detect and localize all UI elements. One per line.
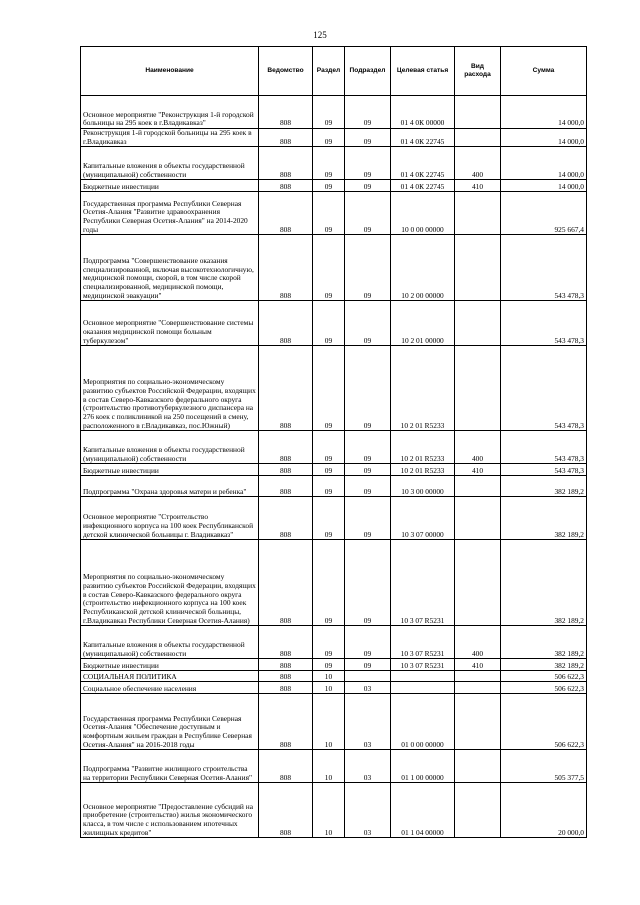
- row-department: 808: [259, 129, 313, 147]
- row-department: 808: [259, 147, 313, 180]
- row-name: Подпрограмма "Развитие жилищного строительства на территории Республики Северная Осетия-Алания": [81, 750, 259, 783]
- row-section: 09: [313, 464, 345, 476]
- row-subsection: 09: [345, 431, 391, 464]
- row-department: 808: [259, 192, 313, 235]
- row-subsection: 09: [345, 235, 391, 301]
- row-department: 808: [259, 464, 313, 476]
- row-expense-type: 400: [455, 626, 501, 659]
- row-expense-type: [455, 750, 501, 783]
- row-target-article: 10 3 07 R5231: [391, 540, 455, 626]
- row-department: 808: [259, 180, 313, 192]
- table-row: [81, 180, 587, 192]
- row-name: Капитальные вложения в объекты государственной (муниципальной) собственности: [81, 147, 259, 180]
- row-expense-type: [455, 129, 501, 147]
- row-target-article: 10 3 07 R5231: [391, 659, 455, 671]
- row-expense-type: 410: [455, 659, 501, 671]
- row-amount: 14 000,0: [501, 129, 587, 147]
- row-amount: 543 478,3: [501, 301, 587, 346]
- row-expense-type: [455, 783, 501, 838]
- row-department: 808: [259, 431, 313, 464]
- row-name: Подпрограмма "Совершенствование оказания специализированной, включая высокотехнологичную, медицинской помощи, скорой, в том числе скорой специализированной, медицинской помощи, медицинской эвакуации": [81, 235, 259, 301]
- row-name: Государственная программа Республики Северная Осетия-Алания "Развитие здравоохранения Республики Северная Осетия-Алания" на 2014-2020 годы: [81, 192, 259, 235]
- row-subsection: 09: [345, 96, 391, 129]
- row-section: 10: [313, 671, 345, 682]
- table-row: [81, 497, 587, 540]
- row-section: 09: [313, 431, 345, 464]
- row-target-article: 01 4 0К 22745: [391, 129, 455, 147]
- header-subsection: Подраздел: [345, 47, 391, 96]
- row-name: СОЦИАЛЬНАЯ ПОЛИТИКА: [81, 671, 259, 682]
- table-row: [81, 346, 587, 431]
- row-amount: 14 000,0: [501, 180, 587, 192]
- row-target-article: 01 1 04 00000: [391, 783, 455, 838]
- row-section: 09: [313, 147, 345, 180]
- row-department: 808: [259, 96, 313, 129]
- row-department: 808: [259, 694, 313, 750]
- row-amount: 382 189,2: [501, 540, 587, 626]
- row-subsection: 09: [345, 346, 391, 431]
- row-subsection: [345, 671, 391, 682]
- table-row: [81, 235, 587, 301]
- row-name: Мероприятия по социально-экономическому развитию субъектов Российской Федерации, входящих в состав Северо-Кавказского федерального округа (строительство инфекционного корпуса на 100 коек Республиканской детской клинической больницы, г.Владикавказ Республики Северная Осетия-Алания): [81, 540, 259, 626]
- row-subsection: 09: [345, 180, 391, 192]
- table-row: [81, 694, 587, 750]
- row-section: 09: [313, 235, 345, 301]
- row-name: Бюджетные инвестиции: [81, 180, 259, 192]
- row-department: 808: [259, 476, 313, 497]
- row-department: 808: [259, 626, 313, 659]
- row-expense-type: [455, 476, 501, 497]
- row-department: 808: [259, 659, 313, 671]
- row-target-article: 10 2 01 00000: [391, 301, 455, 346]
- row-amount: 382 189,2: [501, 497, 587, 540]
- row-amount: 506 622,3: [501, 682, 587, 694]
- row-subsection: 03: [345, 682, 391, 694]
- row-expense-type: 400: [455, 431, 501, 464]
- row-expense-type: [455, 235, 501, 301]
- row-amount: 505 377,5: [501, 750, 587, 783]
- row-target-article: [391, 671, 455, 682]
- row-subsection: 09: [345, 497, 391, 540]
- row-expense-type: [455, 671, 501, 682]
- row-name: Государственная программа Республики Северная Осетия-Алания "Обеспечение доступным и комфортным жильем граждан в Республике Северная Осетия-Алания" на 2016-2018 годы: [81, 694, 259, 750]
- row-amount: 14 000,0: [501, 96, 587, 129]
- row-name: Основное мероприятие "Предоставление субсидий на приобретение (строительство) жилья экономического класса, в том числе с использованием ипотечных жилищных кредитов": [81, 783, 259, 838]
- row-expense-type: [455, 346, 501, 431]
- row-amount: 543 478,3: [501, 464, 587, 476]
- budget-table: [80, 46, 587, 838]
- table-row: [81, 659, 587, 671]
- row-name: Основное мероприятие "Строительство инфекционного корпуса на 100 коек Республиканской детской клинической больницы г. Владикавказ": [81, 497, 259, 540]
- row-subsection: 03: [345, 694, 391, 750]
- row-subsection: 03: [345, 783, 391, 838]
- row-section: 09: [313, 659, 345, 671]
- row-name: Основное мероприятие "Реконструкция 1-й городской больницы на 295 коек в г.Владикавказ": [81, 96, 259, 129]
- row-section: 09: [313, 192, 345, 235]
- row-amount: 14 000,0: [501, 147, 587, 180]
- table-row: [81, 783, 587, 838]
- table-body: [81, 96, 587, 838]
- row-expense-type: [455, 540, 501, 626]
- header-expense-type: Вид расхода: [455, 47, 501, 96]
- row-subsection: 03: [345, 750, 391, 783]
- row-amount: 382 189,2: [501, 659, 587, 671]
- row-amount: 543 478,3: [501, 431, 587, 464]
- row-section: 09: [313, 476, 345, 497]
- row-target-article: 10 2 01 R5233: [391, 431, 455, 464]
- table-row: [81, 476, 587, 497]
- header-amount: Сумма: [501, 47, 587, 96]
- row-section: 09: [313, 540, 345, 626]
- row-subsection: 09: [345, 540, 391, 626]
- row-name: Основное мероприятие "Совершенствование системы оказания медицинской помощи больным туберкулезом": [81, 301, 259, 346]
- row-subsection: 09: [345, 626, 391, 659]
- row-target-article: 01 4 0К 22745: [391, 147, 455, 180]
- row-name: Социальное обеспечение населения: [81, 682, 259, 694]
- row-amount: 382 189,2: [501, 476, 587, 497]
- row-department: 808: [259, 671, 313, 682]
- row-target-article: 10 3 07 R5231: [391, 626, 455, 659]
- row-subsection: 09: [345, 476, 391, 497]
- row-name: Мероприятия по социально-экономическому развитию субъектов Российской Федерации, входящих в состав Северо-Кавказского федерального округа (строительство противотуберкулезного диспансера на 276 коек с поликлиникой на 250 посещений в смену, расположенного в г.Владикавказ, пос.Южный): [81, 346, 259, 431]
- row-amount: 543 478,3: [501, 235, 587, 301]
- row-expense-type: 400: [455, 147, 501, 180]
- row-department: 808: [259, 540, 313, 626]
- row-amount: 506 622,3: [501, 671, 587, 682]
- table-row: [81, 431, 587, 464]
- row-subsection: 09: [345, 147, 391, 180]
- row-target-article: 01 1 00 00000: [391, 750, 455, 783]
- row-expense-type: [455, 301, 501, 346]
- row-subsection: 09: [345, 192, 391, 235]
- row-amount: 543 478,3: [501, 346, 587, 431]
- row-target-article: 10 2 01 R5233: [391, 346, 455, 431]
- row-name: Бюджетные инвестиции: [81, 464, 259, 476]
- row-subsection: 09: [345, 464, 391, 476]
- row-section: 09: [313, 346, 345, 431]
- row-section: 09: [313, 626, 345, 659]
- row-expense-type: [455, 497, 501, 540]
- row-name: Реконструкция 1-й городской больницы на 295 коек в г.Владикавказ: [81, 129, 259, 147]
- table-row: [81, 192, 587, 235]
- row-amount: 20 000,0: [501, 783, 587, 838]
- row-department: 808: [259, 682, 313, 694]
- table-row: [81, 750, 587, 783]
- row-name: Бюджетные инвестиции: [81, 659, 259, 671]
- row-department: 808: [259, 750, 313, 783]
- row-target-article: 10 0 00 00000: [391, 192, 455, 235]
- row-department: 808: [259, 301, 313, 346]
- table-row: [81, 626, 587, 659]
- row-name: Капитальные вложения в объекты государственной (муниципальной) собственности: [81, 431, 259, 464]
- header-target-article: Целевая статья: [391, 47, 455, 96]
- row-expense-type: [455, 96, 501, 129]
- row-target-article: 01 4 0К 00000: [391, 96, 455, 129]
- row-target-article: 01 4 0К 22745: [391, 180, 455, 192]
- table-header-row: [81, 47, 587, 96]
- table-row: [81, 682, 587, 694]
- row-section: 09: [313, 497, 345, 540]
- table-row: [81, 96, 587, 129]
- row-section: 10: [313, 750, 345, 783]
- row-section: 09: [313, 96, 345, 129]
- table-row: [81, 464, 587, 476]
- table-row: [81, 671, 587, 682]
- row-section: 09: [313, 301, 345, 346]
- row-amount: 506 622,3: [501, 694, 587, 750]
- table-row: [81, 301, 587, 346]
- row-expense-type: [455, 694, 501, 750]
- row-section: 10: [313, 694, 345, 750]
- header-name: Наименование: [81, 47, 259, 96]
- row-subsection: 09: [345, 659, 391, 671]
- row-subsection: 09: [345, 301, 391, 346]
- row-section: 09: [313, 180, 345, 192]
- row-name: Подпрограмма "Охрана здоровья матери и ребенка": [81, 476, 259, 497]
- row-expense-type: 410: [455, 180, 501, 192]
- row-expense-type: [455, 682, 501, 694]
- row-target-article: 10 2 01 R5233: [391, 464, 455, 476]
- header-section: Раздел: [313, 47, 345, 96]
- table-row: [81, 129, 587, 147]
- row-target-article: 01 0 00 00000: [391, 694, 455, 750]
- row-section: 10: [313, 783, 345, 838]
- row-target-article: 10 3 00 00000: [391, 476, 455, 497]
- row-section: 10: [313, 682, 345, 694]
- table-row: [81, 147, 587, 180]
- row-department: 808: [259, 783, 313, 838]
- header-department: Ведомство: [259, 47, 313, 96]
- row-subsection: 09: [345, 129, 391, 147]
- row-department: 808: [259, 497, 313, 540]
- row-expense-type: 410: [455, 464, 501, 476]
- row-section: 09: [313, 129, 345, 147]
- row-name: Капитальные вложения в объекты государственной (муниципальной) собственности: [81, 626, 259, 659]
- row-amount: 925 667,4: [501, 192, 587, 235]
- row-target-article: 10 2 00 00000: [391, 235, 455, 301]
- row-target-article: 10 3 07 00000: [391, 497, 455, 540]
- page-number: 125: [313, 30, 327, 40]
- row-expense-type: [455, 192, 501, 235]
- row-department: 808: [259, 346, 313, 431]
- row-target-article: [391, 682, 455, 694]
- table-row: [81, 540, 587, 626]
- row-department: 808: [259, 235, 313, 301]
- row-amount: 382 189,2: [501, 626, 587, 659]
